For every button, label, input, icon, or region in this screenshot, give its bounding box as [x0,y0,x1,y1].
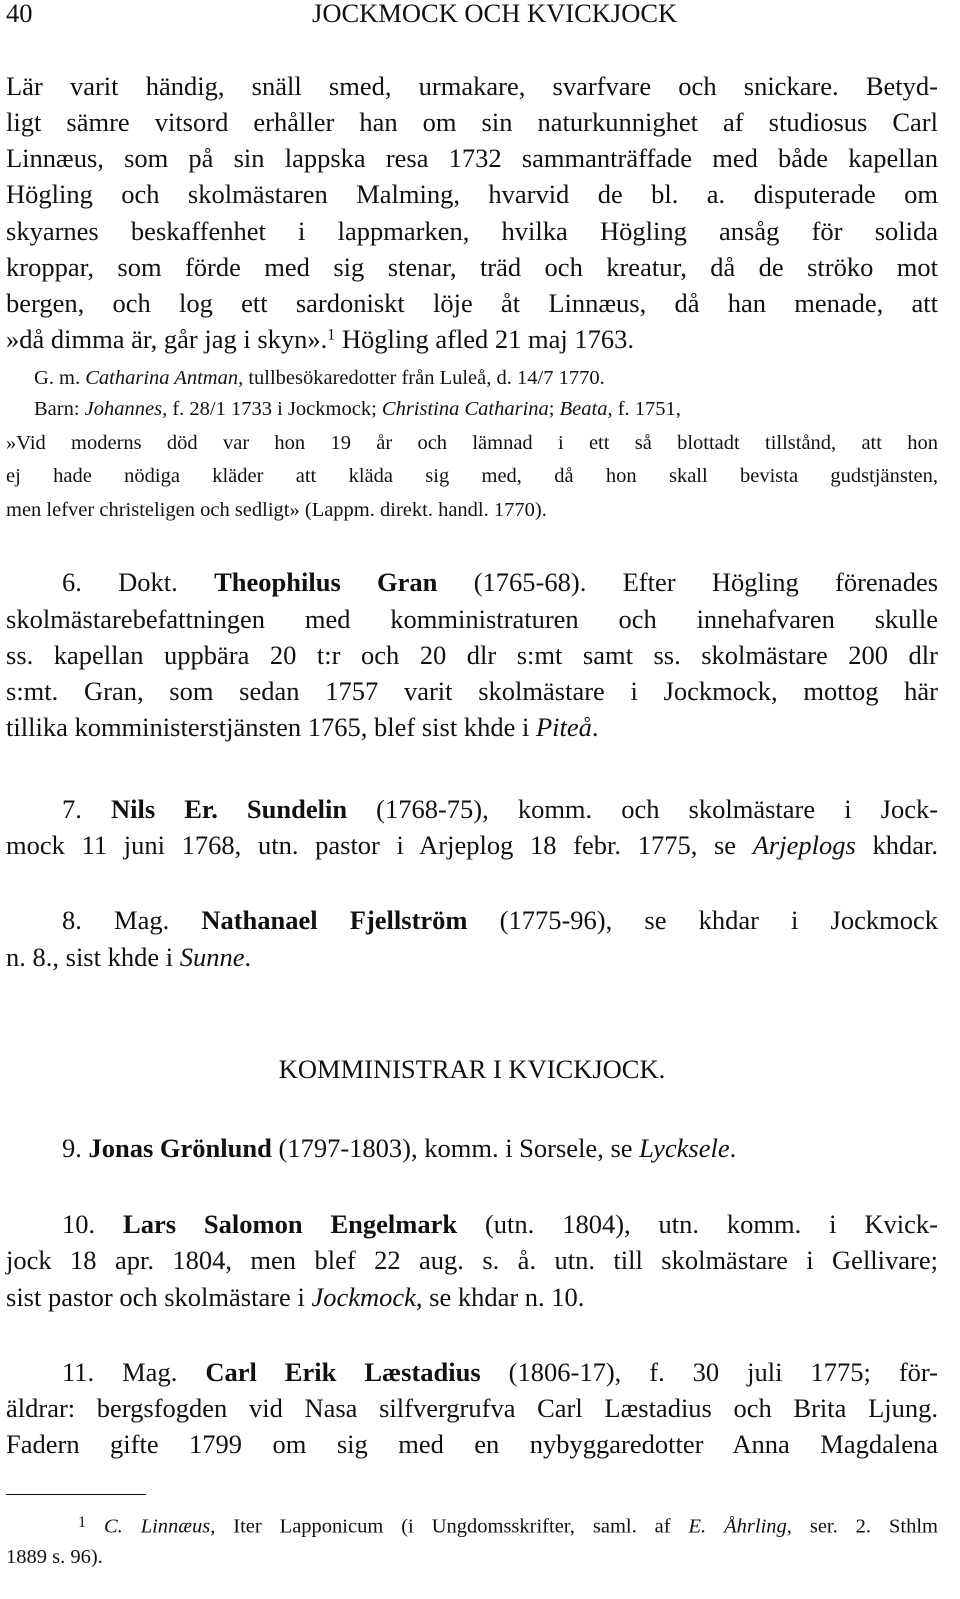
entry-6-line-1: 6. Dokt. Theophilus Gran (1765-68). Efter Högling förenades [62,567,939,597]
place-name: Arjeplogs [752,830,856,860]
entry-6-name: Theophilus Gran [214,567,438,597]
place-name: Jockmock [311,1282,416,1312]
death-text: Högling afled 21 maj 1763. [335,324,635,354]
quote-line-3: men lefver christeligen och sedligt» (Lappm. direkt. handl. 1770). [6,499,547,521]
entry-6-line-5: tillika komministerstjänsten 1765, blef sist khde i Piteå. [6,712,599,742]
children-line: Barn: Johannes, f. 28/1 1733 i Jockmock; Christina Catharina; Beata, f. 1751, [34,398,681,420]
entry-10-name: Lars Salomon Engelmark [123,1209,458,1239]
page-header [6,0,938,27]
entry-7-line-1: 7. Nils Er. Sundelin (1768-75), komm. och skolmästare i Jock- [62,794,939,824]
entry-10-line-3: sist pastor och skolmästare i Jockmock, se khdar n. 10. [6,1282,585,1312]
entry-8-line-2: n. 8., sist khde i Sunne. [6,942,252,972]
wife-name: Catharina Antman [85,367,239,389]
marriage-line: G. m. Catharina Antman, tullbesökaredotter från Luleå, d. 14/7 1770. [34,367,605,389]
footnote-rule [6,1494,146,1495]
entry-9-name: Jonas Grönlund [88,1133,272,1163]
p1-line-1: Lär varit händig, snäll smed, urmakare, svarfvare och snickare. Betyd- [6,71,938,101]
p1-line-7: bergen, och log ett sardoniskt löje åt Linnæus, då han menade, att [6,288,938,318]
p1-line-2: ligt sämre vitsord erhåller han om sin naturkunnighet af studiosus Carl [6,107,938,137]
footnote-ref: 1 [327,326,336,344]
footnote-author: C. Linnæus [103,1515,211,1538]
p1-line-5: skyarnes beskaffenhet i lappmarken, hvilka Högling ansåg för solida [6,216,938,246]
quote-line-1: »Vid moderns död var hon 19 år och lämnad i ett så blottadt tillstånd, att hon [6,432,938,454]
footnote-editor: E. Åhrling [688,1515,787,1538]
entry-8-name: Nathanael Fjellström [201,905,468,935]
footnote-line-2: 1889 s. 96). [6,1546,103,1568]
p1-line-8 [6,326,938,353]
p1-line-4: Högling och skolmästaren Malming, hvarvid de bl. a. disputerade om [6,179,938,209]
child-name: Beata [559,398,608,420]
entry-10-line-1: 10. Lars Salomon Engelmark (utn. 1804), utn. komm. i Kvick- [62,1209,938,1239]
quote-text: »då dimma är, går jag i skyn». [6,324,328,354]
entry-7-name: Nils Er. [110,794,218,824]
entry-8-line-1: 8. Mag. Nathanael Fjellström (1775-96), se khdar i Jockmock [62,905,938,935]
running-title: JOCKMOCK OCH KVICKJOCK [312,0,678,28]
place-name: Piteå [535,712,592,742]
place-name: Sunne [179,942,245,972]
entry-11-name: Carl Erik Læstadius [205,1357,481,1387]
entry-10-line-2: jock 18 apr. 1804, men blef 22 aug. s. å. utn. till skolmästare i Gellivare; [6,1245,938,1275]
entry-7-surname: Sundelin [246,794,348,824]
page-number: 40 [6,0,33,28]
footnote-mark: 1 [78,1514,86,1531]
place-name: Lycksele [639,1133,730,1163]
footnote-line-1: $^1$ C. Linnæus, Iter Lapponicum (i Ungdomsskrifter, saml. af E. Åhrling, ser. 2. Sthlm [78,1514,938,1538]
p1-line-6: kroppar, som förde med sig stenar, träd och kreatur, då de ströko mot [6,252,938,282]
entry-6-line-4: s:mt. Gran, som sedan 1757 varit skolmästare i Jockmock, mottog här [6,676,938,706]
entry-6-line-2: skolmästarebefattningen med komministraturen och innehafvaren skulle [6,604,938,634]
child-name: Johannes [84,398,163,420]
entry-9-line-1: 9. Jonas Grönlund (1797-1803), komm. i Sorsele, se Lycksele. [62,1133,737,1163]
entry-6-line-3: ss. kapellan uppbära 20 t:r och 20 dlr s:mt samt ss. skolmästare 200 dlr [6,640,938,670]
entry-11-line-2: äldrar: bergsfogden vid Nasa silfvergrufva Carl Læstadius och Brita Ljung. [6,1393,938,1423]
entry-7-line-2: mock 11 juni 1768, utn. pastor i Arjeplog 18 febr. 1775, se Arjeplogs khdar. [6,830,938,860]
section-heading: KOMMINISTRAR I KVICKJOCK. [278,1054,666,1084]
child-name: Christina Catharina [381,398,549,420]
p1-line-3: Linnæus, som på sin lappska resa 1732 sammanträffade med både kapellan [6,143,938,173]
quote-line-2: ej hade nödiga kläder att kläda sig med, då hon skall bevista gudstjänsten, [6,465,938,487]
entry-11-line-3: Fadern gifte 1799 om sig med en nybyggaredotter Anna Magdalena [6,1429,938,1459]
entry-11-line-1: 11. Mag. Carl Erik Læstadius (1806-17), f. 30 juli 1775; för- [62,1357,939,1387]
